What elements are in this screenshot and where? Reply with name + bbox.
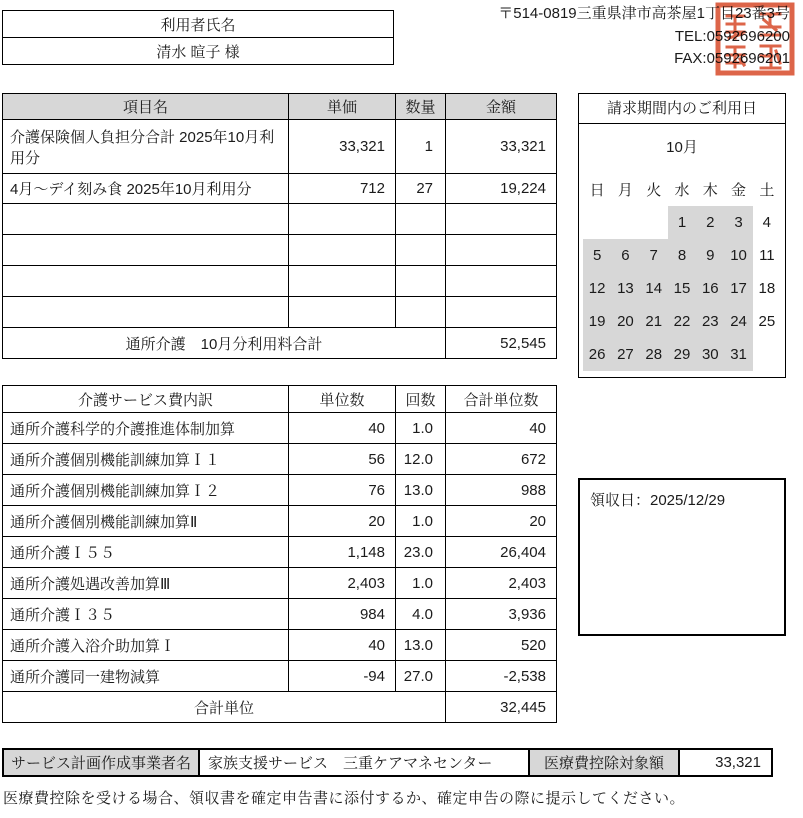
billing-cell-qty: 27 bbox=[396, 174, 446, 204]
calendar-day-cell: 16 bbox=[696, 272, 724, 305]
calendar-day-cell bbox=[640, 206, 668, 239]
billing-cell-item bbox=[3, 235, 289, 266]
service-cell-units: 2,403 bbox=[289, 568, 396, 599]
calendar-day-cell: 15 bbox=[668, 272, 696, 305]
service-cell-item: 通所介護Ｉ３５ bbox=[3, 599, 289, 630]
billing-row bbox=[3, 297, 557, 328]
provider-tel: TEL:0592696200 bbox=[674, 27, 790, 45]
service-header-units: 単位数 bbox=[289, 386, 396, 413]
patient-name-label: 利用者氏名 bbox=[3, 11, 394, 38]
service-cell-total: 20 bbox=[446, 506, 557, 537]
calendar-day-cell: 6 bbox=[611, 239, 639, 272]
service-cell-total: 26,404 bbox=[446, 537, 557, 568]
calendar-day-cell: 13 bbox=[611, 272, 639, 305]
medical-deduction-note: 医療費控除を受ける場合、領収書を確定申告書に添付するか、確定申告の際に提示してください。 bbox=[3, 790, 686, 807]
service-total-row bbox=[3, 692, 557, 723]
service-cell-total: 3,936 bbox=[446, 599, 557, 630]
billing-header-amount: 金額 bbox=[446, 94, 557, 120]
service-cell-units: 56 bbox=[289, 444, 396, 475]
care-plan-provider-banner bbox=[2, 748, 773, 777]
service-cell-count: 1.0 bbox=[396, 413, 446, 444]
service-cell-units: 984 bbox=[289, 599, 396, 630]
calendar-weekday-label: 火 bbox=[646, 182, 662, 199]
billing-cell-unit_price bbox=[289, 204, 396, 235]
billing-cell-amount: 33,321 bbox=[446, 120, 557, 174]
billing-cell-amount bbox=[446, 204, 557, 235]
calendar-day-cell: 10 bbox=[724, 239, 752, 272]
billing-cell-item bbox=[3, 297, 289, 328]
billing-cell-item: 4月～デイ刻み食 2025年10月利用分 bbox=[3, 174, 289, 204]
provider-postal-address: 〒514-0819三重県津市高茶屋1丁目23番3号 bbox=[498, 5, 790, 22]
service-row bbox=[3, 537, 557, 568]
calendar-day-cell: 24 bbox=[724, 305, 752, 338]
service-total-label: 合計単位 bbox=[3, 692, 446, 723]
patient-name-value: 清水 暄子 様 bbox=[3, 38, 394, 65]
calendar-weekday-row bbox=[583, 179, 781, 200]
billing-cell-qty: 1 bbox=[396, 120, 446, 174]
receipt-date-box bbox=[578, 478, 786, 636]
calendar-weekday-label: 土 bbox=[759, 182, 775, 199]
service-header-row bbox=[3, 386, 557, 413]
receipt-date: 領収日：2025/12/29 bbox=[590, 492, 726, 509]
provider-fax: FAX:0592696201 bbox=[674, 50, 790, 67]
planner-label: サービス計画作成事業者名 bbox=[3, 749, 199, 776]
calendar-weekday-label: 金 bbox=[731, 182, 747, 199]
company-seal-stamp-icon bbox=[714, 1, 796, 77]
service-cell-count: 13.0 bbox=[396, 475, 446, 506]
service-row bbox=[3, 444, 557, 475]
service-cell-count: 13.0 bbox=[396, 630, 446, 661]
service-cell-count: 4.0 bbox=[396, 599, 446, 630]
billing-header-qty: 数量 bbox=[396, 94, 446, 120]
service-cell-item: 通所介護入浴介助加算Ｉ bbox=[3, 630, 289, 661]
calendar-month: 10月 bbox=[666, 139, 698, 156]
service-breakdown-table bbox=[2, 385, 557, 723]
calendar-weekday-label: 水 bbox=[674, 182, 690, 199]
service-cell-units: 1,148 bbox=[289, 537, 396, 568]
service-cell-units: 20 bbox=[289, 506, 396, 537]
billing-cell-item bbox=[3, 204, 289, 235]
calendar-day-cell: 7 bbox=[640, 239, 668, 272]
billing-cell-unit_price: 712 bbox=[289, 174, 396, 204]
calendar-day-grid bbox=[583, 206, 781, 371]
billing-cell-amount bbox=[446, 235, 557, 266]
billing-row bbox=[3, 266, 557, 297]
billing-cell-unit_price bbox=[289, 266, 396, 297]
billing-row bbox=[3, 204, 557, 235]
billing-cell-amount bbox=[446, 266, 557, 297]
service-row bbox=[3, 661, 557, 692]
service-cell-count: 12.0 bbox=[396, 444, 446, 475]
service-cell-item: 通所介護Ｉ５５ bbox=[3, 537, 289, 568]
calendar-weekday-label: 月 bbox=[617, 182, 633, 199]
calendar-day-cell: 17 bbox=[724, 272, 752, 305]
service-header-count: 回数 bbox=[396, 386, 446, 413]
service-cell-count: 23.0 bbox=[396, 537, 446, 568]
billing-cell-qty bbox=[396, 297, 446, 328]
service-cell-item: 通所介護個別機能訓練加算Ⅱ bbox=[3, 506, 289, 537]
billing-total-label: 通所介護 10月分利用料合計 bbox=[3, 328, 446, 359]
billing-row bbox=[3, 235, 557, 266]
service-cell-count: 1.0 bbox=[396, 506, 446, 537]
service-cell-count: 1.0 bbox=[396, 568, 446, 599]
calendar-day-cell bbox=[611, 206, 639, 239]
calendar-day-cell: 19 bbox=[583, 305, 611, 338]
service-cell-total: 988 bbox=[446, 475, 557, 506]
calendar-day-cell: 26 bbox=[583, 338, 611, 371]
service-cell-count: 27.0 bbox=[396, 661, 446, 692]
calendar-day-cell: 27 bbox=[611, 338, 639, 371]
service-cell-units: 76 bbox=[289, 475, 396, 506]
service-row bbox=[3, 568, 557, 599]
billing-total-row bbox=[3, 328, 557, 359]
billing-row bbox=[3, 174, 557, 204]
medical-deduction-label: 医療費控除対象額 bbox=[529, 749, 679, 776]
calendar-day-cell: 2 bbox=[696, 206, 724, 239]
calendar-day-cell: 12 bbox=[583, 272, 611, 305]
calendar-day-cell: 31 bbox=[724, 338, 752, 371]
service-cell-total: 40 bbox=[446, 413, 557, 444]
calendar-day-cell: 28 bbox=[640, 338, 668, 371]
calendar-day-cell: 30 bbox=[696, 338, 724, 371]
billing-cell-unit_price: 33,321 bbox=[289, 120, 396, 174]
billing-items-table bbox=[2, 93, 557, 359]
service-cell-total: 520 bbox=[446, 630, 557, 661]
calendar-day-cell: 8 bbox=[668, 239, 696, 272]
medical-deduction-amount: 33,321 bbox=[679, 749, 772, 776]
service-cell-item: 通所介護個別機能訓練加算Ｉ２ bbox=[3, 475, 289, 506]
planner-name: 家族支援サービス 三重ケアマネセンター bbox=[199, 749, 529, 776]
service-cell-item: 通所介護処遇改善加算Ⅲ bbox=[3, 568, 289, 599]
calendar-day-cell: 1 bbox=[668, 206, 696, 239]
calendar-day-cell: 4 bbox=[762, 214, 772, 231]
calendar-day-cell: 20 bbox=[611, 305, 639, 338]
billing-header-row bbox=[3, 94, 557, 120]
service-row bbox=[3, 599, 557, 630]
service-row bbox=[3, 475, 557, 506]
service-cell-total: -2,538 bbox=[446, 661, 557, 692]
billing-total-amount: 52,545 bbox=[446, 328, 557, 359]
service-cell-units: 40 bbox=[289, 630, 396, 661]
service-cell-item: 通所介護個別機能訓練加算Ｉ１ bbox=[3, 444, 289, 475]
billing-header-item: 項目名 bbox=[3, 94, 289, 120]
service-row bbox=[3, 506, 557, 537]
billing-cell-qty bbox=[396, 204, 446, 235]
billing-cell-item bbox=[3, 266, 289, 297]
calendar-day-cell: 18 bbox=[758, 280, 776, 297]
service-row bbox=[3, 413, 557, 444]
calendar-day-cell: 9 bbox=[696, 239, 724, 272]
service-cell-units: 40 bbox=[289, 413, 396, 444]
calendar-day-cell: 23 bbox=[696, 305, 724, 338]
service-cell-item: 通所介護同一建物減算 bbox=[3, 661, 289, 692]
calendar-day-cell: 3 bbox=[724, 206, 752, 239]
billing-cell-unit_price bbox=[289, 297, 396, 328]
service-row bbox=[3, 630, 557, 661]
service-cell-total: 672 bbox=[446, 444, 557, 475]
usage-calendar bbox=[578, 93, 786, 378]
calendar-day-cell: 11 bbox=[759, 247, 775, 264]
service-cell-item: 通所介護科学的介護推進体制加算 bbox=[3, 413, 289, 444]
billing-cell-amount: 19,224 bbox=[446, 174, 557, 204]
billing-cell-qty bbox=[396, 266, 446, 297]
calendar-title: 請求期間内のご利用日 bbox=[579, 94, 785, 124]
billing-cell-unit_price bbox=[289, 235, 396, 266]
calendar-day-cell: 25 bbox=[758, 313, 776, 330]
patient-name-table bbox=[2, 10, 394, 65]
billing-row bbox=[3, 120, 557, 174]
service-header-item: 介護サービス費内訳 bbox=[3, 386, 289, 413]
service-total-amount: 32,445 bbox=[446, 692, 557, 723]
billing-cell-item: 介護保険個人負担分合計 2025年10月利用分 bbox=[3, 120, 289, 174]
billing-cell-amount bbox=[446, 297, 557, 328]
calendar-weekday-label: 日 bbox=[589, 182, 605, 199]
calendar-weekday-label: 木 bbox=[702, 182, 718, 199]
service-cell-total: 2,403 bbox=[446, 568, 557, 599]
billing-cell-qty bbox=[396, 235, 446, 266]
calendar-day-cell bbox=[753, 338, 781, 371]
calendar-day-cell: 5 bbox=[583, 239, 611, 272]
calendar-day-cell: 22 bbox=[668, 305, 696, 338]
calendar-day-cell: 21 bbox=[640, 305, 668, 338]
calendar-day-cell: 14 bbox=[640, 272, 668, 305]
calendar-day-cell: 29 bbox=[668, 338, 696, 371]
service-header-total: 合計単位数 bbox=[446, 386, 557, 413]
billing-header-unit-price: 単価 bbox=[289, 94, 396, 120]
service-cell-units: -94 bbox=[289, 661, 396, 692]
calendar-day-cell bbox=[583, 206, 611, 239]
